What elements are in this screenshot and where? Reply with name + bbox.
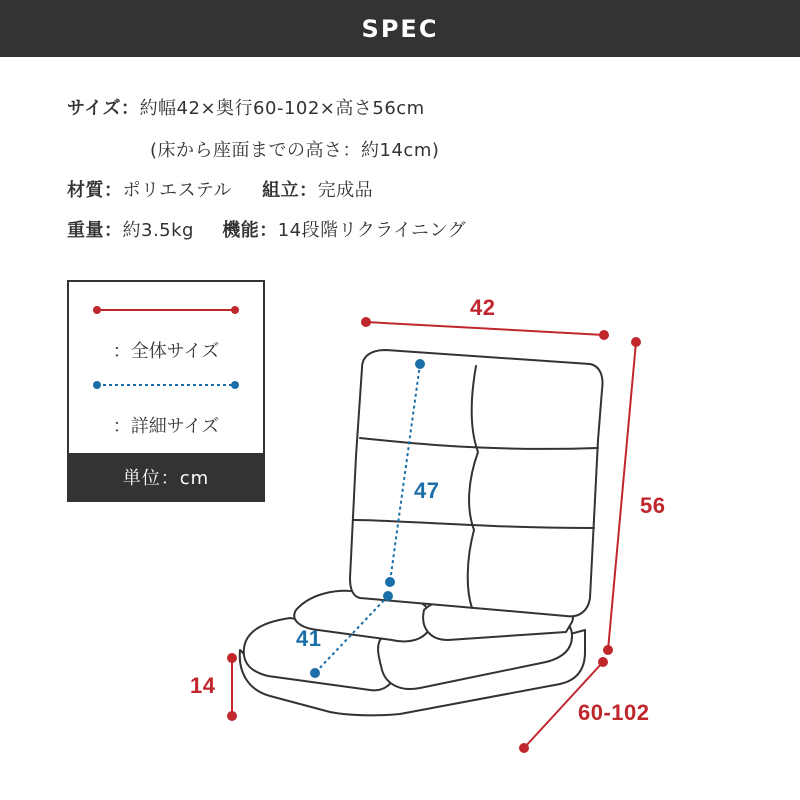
height-value: 56 [640,493,666,518]
backrest [350,350,603,616]
material-label: 材質： [67,180,123,201]
height-dimension-line [604,338,640,654]
function-value: 14段階リクライニング [277,220,467,241]
detail-size-label: ：詳細サイズ [112,416,220,437]
back-length-value: 47 [414,478,440,503]
depth-value: 60-102 [578,700,650,725]
overall-size-label: ：全体サイズ [112,341,220,362]
chair-illustration [240,350,603,715]
width-dimension-line [362,318,608,339]
unit-label: 単位：cm [69,453,263,500]
seat-height-value-label: 14 [190,673,216,698]
size-value: 約幅42×奥行60-102×高さ56cm [139,98,425,119]
assembly-value: 完成品 [317,180,374,201]
header-title: SPEC [361,14,439,43]
function-label: 機能： [222,220,278,241]
assembly-label: 組立： [262,180,318,201]
size-label: サイズ： [67,98,140,119]
seat-height-dimension-line [228,654,236,720]
seat-depth-value: 41 [296,626,322,651]
weight-label: 重量： [67,220,123,241]
seat-height-value: (床から座面までの高さ：約14cm) [150,140,440,161]
width-value: 42 [470,295,496,320]
material-value: ポリエステル [122,180,232,201]
weight-value: 約3.5kg [122,220,194,241]
